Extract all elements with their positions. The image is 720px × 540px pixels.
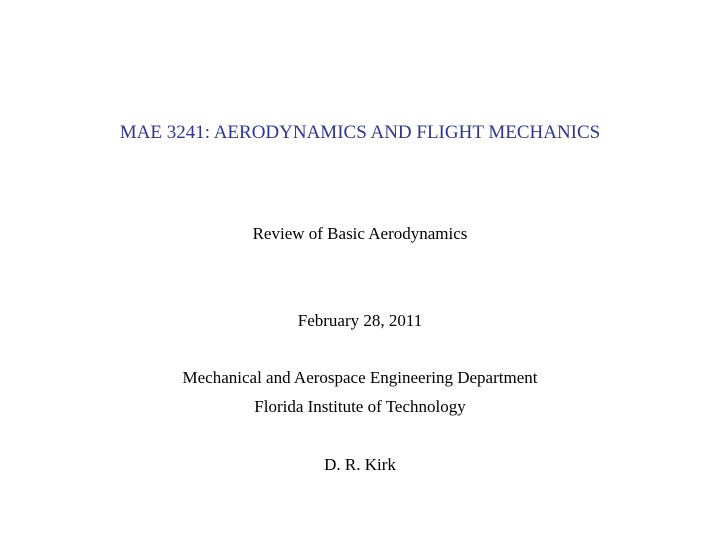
department-name: Mechanical and Aerospace Engineering Department [182,368,538,387]
presentation-date: February 28, 2011 [297,311,423,330]
author-name: D. R. Kirk [324,455,396,474]
slide-subtitle: Review of Basic Aerodynamics [252,224,468,243]
slide-title: MAE 3241: AERODYNAMICS AND FLIGHT MECHANICS [119,122,601,143]
institution-name: Florida Institute of Technology [254,397,466,416]
